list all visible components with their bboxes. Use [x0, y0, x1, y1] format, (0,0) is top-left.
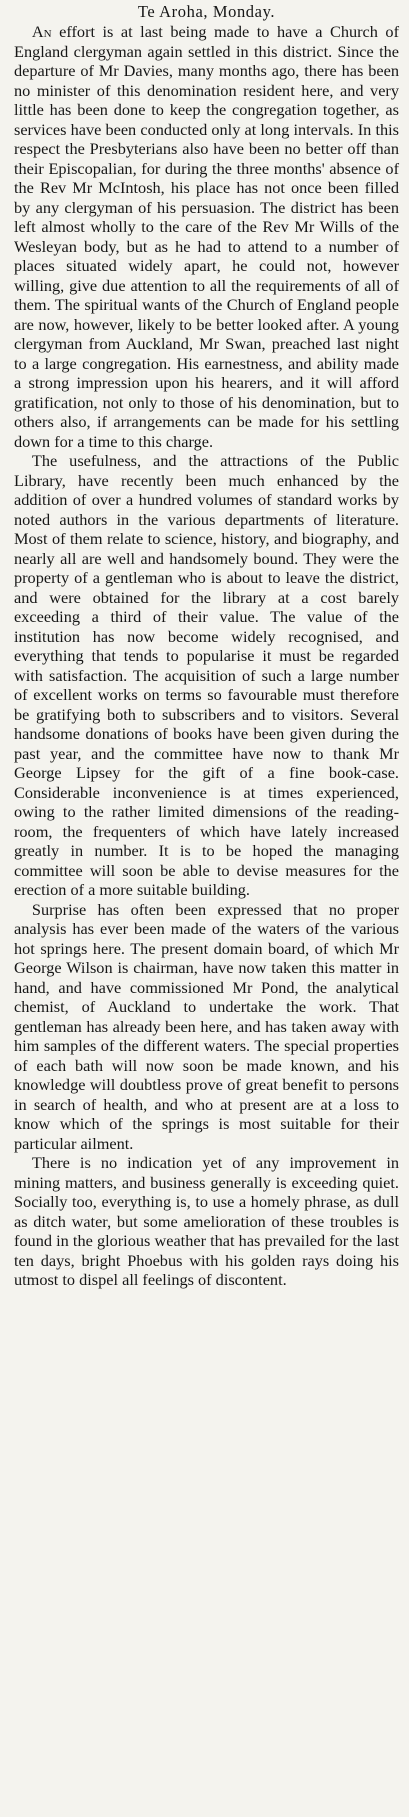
paragraph-mining — [14, 1153, 399, 1290]
dateline: Te Aroha, Monday. — [137, 2, 276, 21]
paragraph-library — [14, 451, 399, 900]
paragraph-text: The usefulness, and the attractions of the Public Library, have recently been much enhanced by the addition of over a hundred volumes of standard works by noted authors in the various departments of literature. Most of them relate to science, history, and biography, and nearly all are well and handsomely bound. They were the property of a gentleman who is about to leave the district, and were obtained for the library at a cost barely exceeding a third of their value. The value of the institution has now become widely recognised, and everything that tends to popularise it must be regarded with satisfaction. The acquisition of such a large number of excellent works on terms so favourable must therefore be gratifying both to subscribers and to visitors. Several handsome donations of books have been given during the past year, and the committee have now to thank Mr George Lipsey for the gift of a fine book-case. Considerable inconvenience is at times experienced, owing to the rather limited dimensions of the reading-room, the frequenters of which have lately increased greatly in number. It is to be hoped the managing committee will soon be able to devise measures for the erection of a more suitable building. — [14, 451, 399, 899]
paragraph-church — [14, 22, 399, 451]
paragraph-text: effort is at last being made to have a Church of England clergyman again settled in this district. Since the departure of Mr Davies, many months ago, there has been no minister of this denomination resident here, and very little has been done to keep the congregation together, as services have been conducted only at long intervals. In this respect the Presbyterians also have been no better off than their Episcopalian, for during the three months' absence of the Rev Mr McIntosh, his place has not once been filled by any clergyman of his persuasion. The district has been left almost wholly to the care of the Rev Mr Wills of the Wesleyan body, but as he had to attend to a number of places situated widely apart, he could not, however willing, give due attention to all the requirements of all of them. The spiritual wants of the Church of England people are now, however, likely to be better looked after. A young clergyman from Auckland, Mr Swan, preached last night to a large congregation. His earnestness, and ability made a strong impression upon his hearers, and it will afford gratification, not only to those of his denomination, but to others also, if arrangements can be made for his settling down for a time to this charge. — [14, 22, 399, 451]
paragraph-hot-springs — [14, 900, 399, 1154]
paragraph-text: There is no indication yet of any improvement in mining matters, and business generally is exceeding quiet. Socially too, everything is, to use a homely phrase, as dull as ditch water, but some amelioration of these troubles is found in the glorious weather that has prevailed for the last ten days, bright Phoebus with his golden rays doing his utmost to dispel all feelings of discontent. — [14, 1153, 399, 1289]
paragraph-text: Surprise has often been expressed that no proper analysis has ever been made of the waters of the various hot springs here. The present domain board, of which Mr George Wilson is chairman, have now taken this matter in hand, and have commissioned Mr Pond, the analytical chemist, of Auckland to undertake the work. That gentleman has already been here, and has taken away with him samples of the different waters. The special properties of each bath will now soon be made known, and his knowledge will doubtless prove of great benefit to persons in search of health, and who at present are at a loss to know which of the springs is most suitable for their particular ailment. — [14, 899, 399, 1153]
paragraph-opening: An — [31, 22, 52, 41]
